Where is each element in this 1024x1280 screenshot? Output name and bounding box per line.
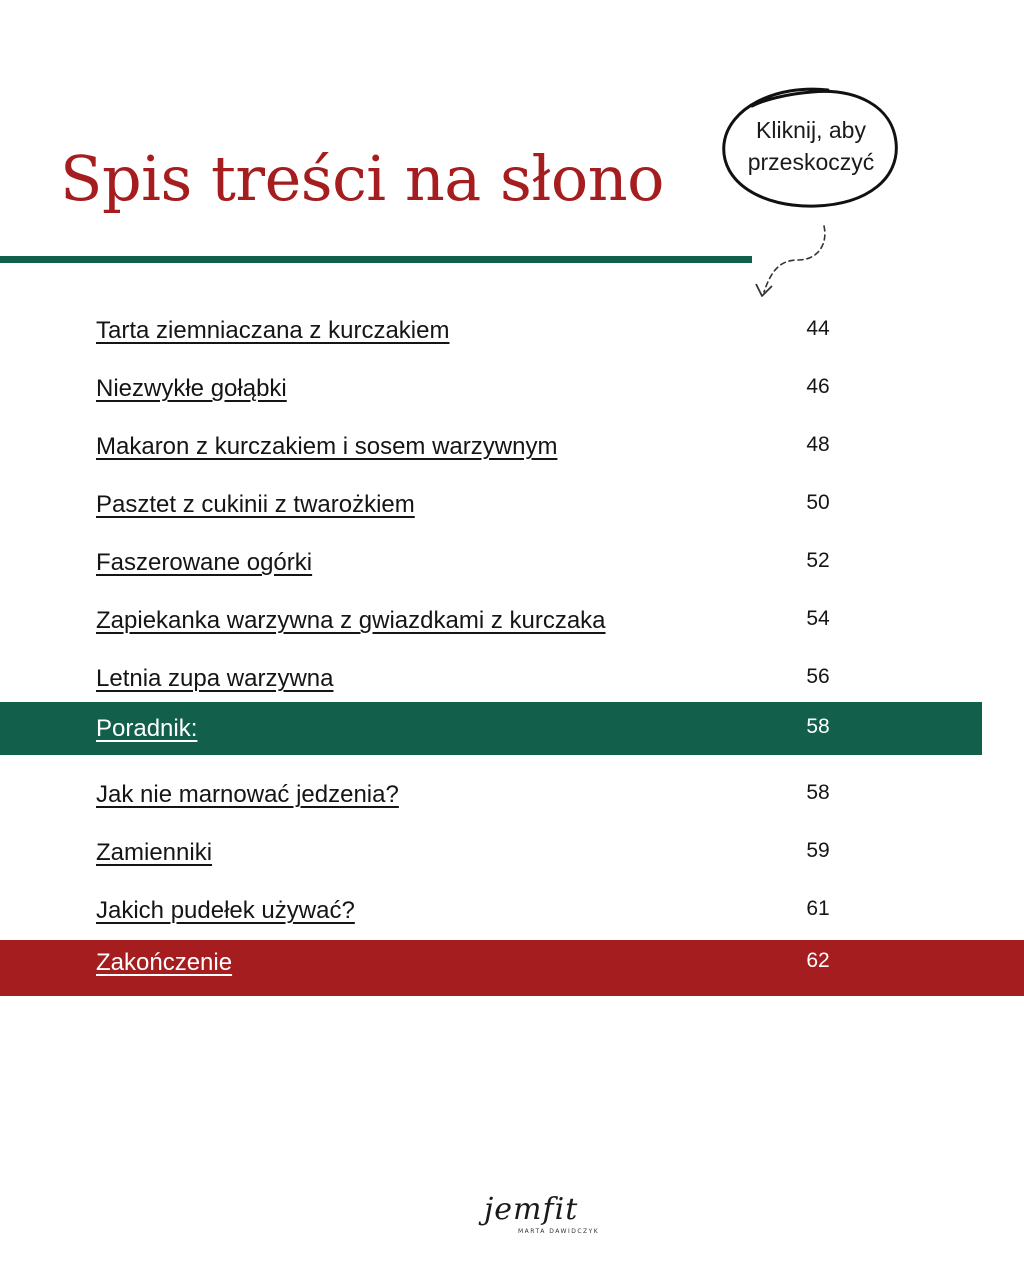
toc-page-number[interactable]: 46 — [806, 375, 830, 398]
toc-row[interactable] — [0, 598, 1024, 654]
toc-page-number[interactable]: 58 — [806, 715, 830, 738]
toc-entry-link[interactable]: Niezwykłe gołąbki — [96, 375, 287, 402]
toc-page-number[interactable]: 54 — [806, 607, 830, 630]
page-title: Spis treści na słono — [60, 142, 664, 215]
toc-section-row-guide[interactable] — [0, 702, 982, 755]
toc-row[interactable] — [0, 308, 1024, 364]
toc-row[interactable] — [0, 366, 1024, 422]
toc-page-number[interactable]: 62 — [806, 949, 830, 972]
toc-entry-link[interactable]: Faszerowane ogórki — [96, 549, 313, 576]
toc-entry-link[interactable]: Zapiekanka warzywna z gwiazdkami z kurczaka — [96, 607, 606, 634]
toc-page-number[interactable]: 61 — [806, 897, 830, 920]
logo-subtitle: MARTA DAWIDCZYK — [518, 1228, 600, 1235]
toc-entry-link[interactable]: Tarta ziemniaczana z kurczakiem — [96, 317, 450, 344]
toc-page-number[interactable]: 48 — [806, 433, 830, 456]
callout-line-2: przeskoczyć — [747, 149, 875, 175]
toc-entry-link[interactable]: Jak nie marnować jedzenia? — [96, 781, 399, 808]
toc-entry-link[interactable]: Letnia zupa warzywna — [96, 665, 334, 692]
toc-page-number[interactable]: 58 — [806, 781, 830, 804]
toc-page-number[interactable]: 56 — [806, 665, 830, 688]
toc-row[interactable] — [0, 888, 1024, 944]
callout-line-1: Kliknij, aby — [756, 117, 866, 143]
toc-page-number[interactable]: 44 — [806, 317, 830, 340]
toc-row[interactable] — [0, 482, 1024, 538]
brand-logo — [480, 1192, 604, 1256]
toc-entry-link[interactable]: Pasztet z cukinii z twarożkiem — [96, 491, 415, 518]
logo-wordmark: jemfit — [484, 1192, 579, 1227]
toc-page-number[interactable]: 59 — [806, 839, 830, 862]
toc-entry-link[interactable]: Makaron z kurczakiem i sosem warzywnym — [96, 433, 558, 460]
toc-row[interactable] — [0, 540, 1024, 596]
toc-entry-link[interactable]: Jakich pudełek używać? — [96, 897, 355, 924]
toc-row[interactable] — [0, 830, 1024, 886]
toc-row[interactable] — [0, 424, 1024, 480]
toc-entry-link[interactable]: Zamienniki — [96, 839, 213, 866]
toc-page-number[interactable]: 50 — [806, 491, 830, 514]
toc-section-row-ending[interactable] — [0, 940, 1024, 996]
toc-section-link[interactable]: Poradnik: — [96, 715, 198, 742]
toc-section-link[interactable]: Zakończenie — [96, 949, 233, 976]
toc-row[interactable] — [0, 772, 1024, 828]
toc-page-number[interactable]: 52 — [806, 549, 830, 572]
